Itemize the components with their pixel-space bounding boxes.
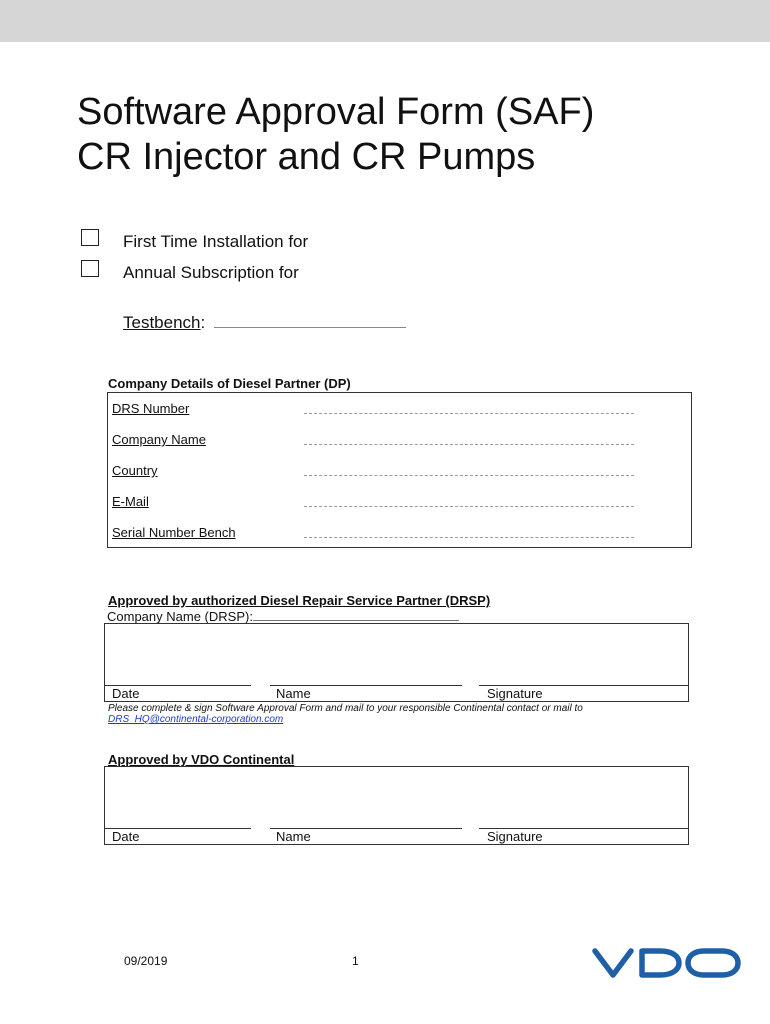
vdo-signature-box [104,766,689,845]
vdo-logo [590,947,742,979]
testbench-colon: : [200,313,206,332]
first-time-installation-label: First Time Installation for [123,232,309,251]
dp-label-serial-number-bench: Serial Number Bench [112,525,236,540]
drsp-signature-box [104,623,689,702]
annual-subscription-checkbox[interactable] [81,260,99,277]
footer-page-number: 1 [352,954,359,968]
dp-field-drs-number[interactable] [304,413,634,414]
form-subtitle: CR Injector and CR Pumps [77,136,536,178]
dp-label-email: E-Mail [112,494,149,509]
dp-field-company-name[interactable] [304,444,634,445]
dp-details-box [107,392,692,548]
drsp-date-label: Date [112,686,140,701]
submission-note: Please complete & sign Software Approval Form and mail to your responsible Continental contact or mail to [108,703,583,714]
testbench-row [123,313,406,333]
dp-field-country[interactable] [304,475,634,476]
drsp-company-name-field[interactable] [253,609,459,621]
drsp-section-title: Approved by authorized Diesel Repair Service Partner (DRSP) [108,593,491,608]
form-title: Software Approval Form (SAF) [77,91,595,133]
vdo-section-title: Approved by VDO Continental [108,752,295,767]
vdo-name-label: Name [276,829,311,844]
vdo-logo-letter-v [595,951,631,975]
first-time-installation-checkbox[interactable] [81,229,99,246]
footer-date: 09/2019 [124,954,168,968]
drsp-signature-label: Signature [487,686,543,701]
dp-field-email[interactable] [304,506,634,507]
drsp-company-name-label: Company Name (DRSP): [107,609,253,624]
dp-label-company-name: Company Name [112,432,206,447]
contact-email-link[interactable]: DRS_HQ@continental-corporation.com [108,714,284,725]
vdo-logo-letter-d [642,951,679,975]
testbench-label: Testbench [123,313,201,332]
annual-subscription-label: Annual Subscription for [123,263,299,282]
testbench-field[interactable] [214,314,406,328]
dp-field-serial-number-bench[interactable] [304,537,634,538]
vdo-signature-label: Signature [487,829,543,844]
vdo-logo-letter-o [688,951,738,975]
vdo-date-label: Date [112,829,140,844]
top-toolbar-bar [0,0,770,42]
drsp-name-label: Name [276,686,311,701]
dp-label-drs-number: DRS Number [112,401,190,416]
dp-label-country: Country [112,463,158,478]
dp-section-title: Company Details of Diesel Partner (DP) [108,376,351,391]
